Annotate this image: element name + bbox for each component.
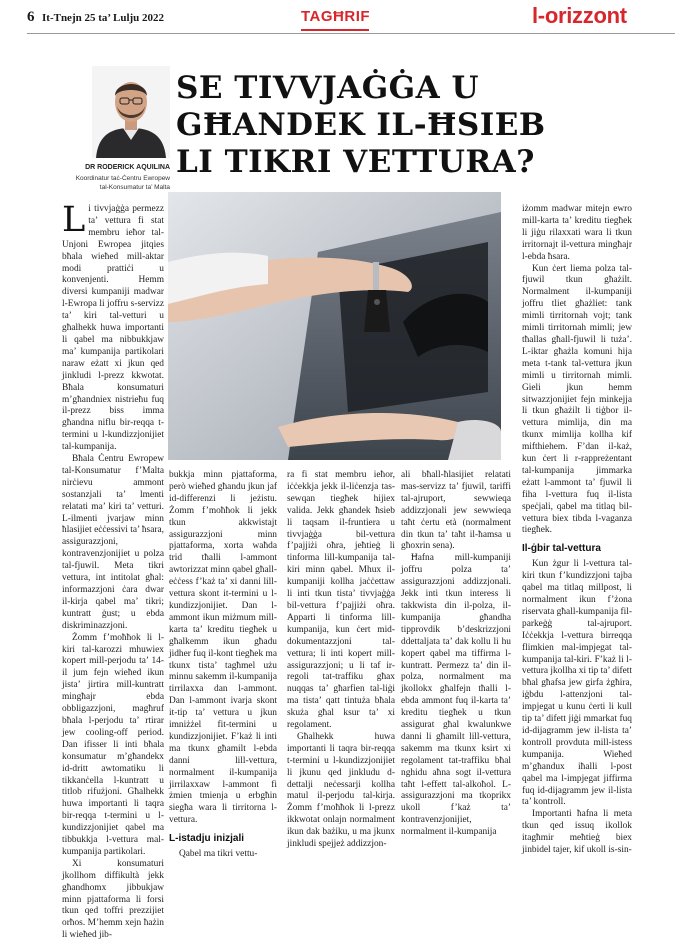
- paragraph: bukkja minn pjattaforma, però wieħed għandu jkun jaf id-differenzi li jeżistu. Żomm f’moħħok li jekk tkun akkwistajt assigurazzjoni minn pjattaforma, xorta waħda trid tħalli l-ammont awtorizzat minn qabel għall-eċċess f’każ ta’ xi danni lill-vettura skont it-termini u l-kundizzjonijiet. Dan l-ammont ikun miżmum mill-karta ta’ kreditu tiegħek u għalkemm ikun għadu jidher fuq il-kont tiegħek ma tkunx tista’ tagħmel użu minnu sakemm il-kumpanija tirrilaxxa dan l-ammont. Dan l-ammont ivarja skont it-tip ta’ vettura u jkun imniżżel fit-termini u kundizzjonijiet. F’każ li inti ma tkunx għamilt l-ebda danni lill-vettura, normalment il-kumpanija jirrilaxxaw l-ammont fi żmien tmienja u erbgħin siegħa wara li tirritorna l-vettura.: [169, 470, 277, 826]
- paragraph: Żomm f’moħħok li l-kiri tal-karozzi mhuwiex kopert mill-perjodu ta’ 14-il jum fejn wieħed ikun jista’ jirtira mill-kuntratt mingħajr ebda obbligazzjoni, magħruf bħala l-perjodu ta’ rtirar jew cooling-off period. Dan ifisser li inti bħala konsumatur m’għandekx id-dritt awtomatiku li tikkanċella l-kuntratt u titlob rifużjoni. Għalhekk huwa importanti li taqra bir-reqqa t-termini u l-kundizzjonijiet qabel ma tibbukkja l-vettura mal-kumpanija partikolari.: [62, 632, 164, 857]
- paragraph: Xi konsumaturi jkollhom diffikultà jekk għandhomx jibbukjaw minn pjattaforma li forsi tkun qed toffri prezzijiet orħos. M’hemm xejn ħażin li wieħed jib-: [62, 858, 164, 941]
- subheading-vehicle-collection: Il-ġbir tal-vettura: [522, 543, 601, 555]
- issue-date: It-Tnejn 25 ta’ Lulju 2022: [42, 12, 165, 24]
- paragraph: Importanti ħafna li meta tkun qed issuq ikollok itagħmir meħtieġ biex jinbidel tajer, kif ukoll is-sin-: [522, 809, 632, 856]
- subheading-initial-stage: L-istadju inizjali: [169, 833, 245, 845]
- paragraph: Għalhekk huwa importanti li taqra bir-reqqa t-termini u l-kundizzjonijiet li jkunu qed jinkludu d-dettalji neċessarji kollha matul il-perjodu tal-kirja. Żomm f’moħħok li l-prezz ikkwotat onlajn normalment ikun dak bażiku, u ma jkunx jinkludi spejjeż addizzjon-: [287, 731, 395, 850]
- headline-line-2: GĦANDEK IL-ĦSIEB: [176, 107, 546, 143]
- article-column-2: [169, 470, 277, 875]
- author-name: DR RODERICK AQUILINA: [85, 164, 170, 171]
- article-column-3: [287, 470, 395, 875]
- section-label: TAGĦRIF: [301, 8, 371, 25]
- article-column-4: [401, 470, 511, 875]
- author-role-line-1: Koordinatur taċ-Ċentru Ewropew: [75, 175, 170, 182]
- article-headline: [176, 70, 666, 181]
- header-divider: [27, 33, 675, 34]
- paragraph: Bħala Ċentru Ewropew tal-Konsumatur f’Malta nirċievu ammont sostanzjali ta’ lmenti relatati ma’ kiri ta’ vetturi. L-ilmenti jvarjaw minn ħlasijiet eċċessivi ta’ ħsara, assigurazzjoni, kontravenzjonijiet u polza tal-fjuwil. Meta tikri vettura, int intitolat għal: informazzjoni ċara dwar il-kirja qabel ma’ tikri; kuntratt ġust; u ebda diskriminazzjoni.: [62, 454, 164, 631]
- drop-cap: L: [62, 200, 86, 240]
- paragraph: Ħafna mill-kumpaniji joffru polza ta’ assigurazzjoni addizzjonali. Jekk inti tkun interess li takkwista din il-polza, il-kumpanija għandha tipprovdik b’deskrizzjoni ddettaljata ta’ dak kollu li hu kopert qabel ma tiffirma l-kuntratt. Permezz ta’ din il-polza, normalment ma jkollokx għalfejn tħalli l-ebda ammont fuq il-karta ta’ kreditu tiegħek u tkun assigurat għal kwalunkwe danni li għamilt lill-vettura, sakemm ma tkunx ksirt xi regolament tat-traffiku bħal nghidu aħna sogt il-vettura taħt l-effett tal-alkoħol. L-assigurazzjoni ma tkoprikx ukoll f’każ ta’ kontravenzjonijiet, normalment il-kumpanija: [401, 553, 511, 838]
- paragraph-text: i tivvjaġġa permezz ta’ vettura fi stat membru ieħor tal-Unjoni Ewropea jitqies bħala wieħed mill-aktar modi prattiċi u konvenjenti. Hemm diversi kumpaniji madwar l-Ewropa li joffru s-servizz ta’ kiri tal-vetturi u għalhekk huwa importanti li qabel ma nibbukkjaw ma’ kumpanija partikolari naraw eżatt xi jkun qed jinkludi l-prezz kkwotat. Bħala konsumaturi m’għandniex nistrieħu fuq il-prezz biss imma għandna niflu bir-reqqa t-termini u l-kundizzjonijiet tal-kumpanija.: [62, 204, 164, 453]
- section-underline: [301, 29, 369, 31]
- headline-line-3: LI TIKRI VETTURA?: [176, 144, 535, 180]
- page-number: 6: [27, 9, 35, 25]
- paragraph: ra fi stat membru ieħor, iċċekkja jekk il-liċenzja tas-sewqan tiegħek hijiex valida. Jekk għandek ħsieb li taqsam il-fruntiera u tivvjaġġa bil-vettura f’pajjiżi oħra, jeħtieġ li tinforma lill-kumpanija tal-kiri minn qabel. Mhux il-kumpaniji kollha jaċċettaw li inti tkun tista’ tivvjaġġa bil-vettura f’pajjiżi oħra. Apparti li tinforma lill-kumpanija, kun ċert mid-dokumentazzjoni tal-vettura; li inti kopert mill-assigurazzjoni; u li taf ir-regoli tat-traffiku għax nuqqas ta’ għarfien tal-liġi ma tista’ qatt tintuża bħala skuża għal ksur ta’ xi regolament.: [287, 470, 395, 731]
- paragraph: iżomm madwar mitejn ewro mill-karta ta’ kreditu tiegħek li jiġu rilaxxati wara li tkun irritornajt il-vettura mingħajr l-ebda ħsara.: [522, 204, 632, 262]
- author-role-line-2: tal-Konsumatur ta’ Malta: [99, 184, 170, 191]
- newspaper-logo: l-orizzont: [532, 3, 627, 28]
- car-key-photo: [168, 192, 501, 460]
- paragraph: [62, 200, 164, 454]
- article-column-5: [522, 204, 632, 874]
- author-photo: [92, 66, 170, 158]
- page-header: [0, 0, 677, 40]
- headline-line-1: SE TIVVJAĠĠA U: [176, 70, 480, 106]
- paragraph: Kun ċert liema polza tal-fjuwil tkun għażilt. Normalment il-kumpaniji joffru tliet għażliet: tank mimli tirritornah vojt; tank mimli tirritornah mimli; jew tħallas għall-fjuwil li tuża’. L-iktar għażla komuni hija meta t-tank tal-vettura jkun mimli u tirritornah mimli. Gieli jkun hemm sitwazzjonijiet fejn minkejja li tkun għażilt li tiġbor il-vettura mimlija, din ma tkunx mimlija kollha kif mifthiehem. F’dan il-każ, kun ċert li r-rappreżentant tal-kumpanija jimmarka eżatt l-ammont ta’ fjuwil li fiha l-vettura fuq il-lista speċjali, qabel ma titlaq bil-vettura biex tibda l-vaganza tiegħek.: [522, 263, 632, 536]
- paragraph: Kun żgur li l-vettura tal-kiri tkun f’kundizzjoni tajba qabel ma titlaq millpost, li normalment ikun f’żona riservata għall-kumpanija fil-parkeġġ tal-ajruport. Iċċekkja l-vettura birreqqa flimkien mal-impjegat tal-kumpanija tal-kiri. F’każ li l-vettura jkollha xi tip ta’ difett bħal għafsa jew girfa żgħira, iġbdu l-attenzjoni tal-impjegat u kunu ċerti li kull tip ta’ difett jiġi mmarkat fuq id-dijagramm jew il-lista ta’ kontroll provduta mill-istess kumpanija. Wieħed m’għandux iħalli l-post qabel ma l-impjegat jiffirma fuq id-dijagramm jew il-lista ta’ kontroll.: [522, 559, 632, 808]
- paragraph: ali bħall-ħlasijiet relatati mas-servizz ta’ fjuwil, tariffi tal-ajruport, sewwieqa addizzjonali jew sewwieqa taħt ċertu età (normalment din tkun ta’ taħt il-ħamsa u għoxrin sena).: [401, 470, 511, 552]
- article-column-1: [62, 200, 164, 941]
- author-role: [60, 174, 170, 192]
- paragraph: Qabel ma tikri vettu-: [179, 849, 258, 860]
